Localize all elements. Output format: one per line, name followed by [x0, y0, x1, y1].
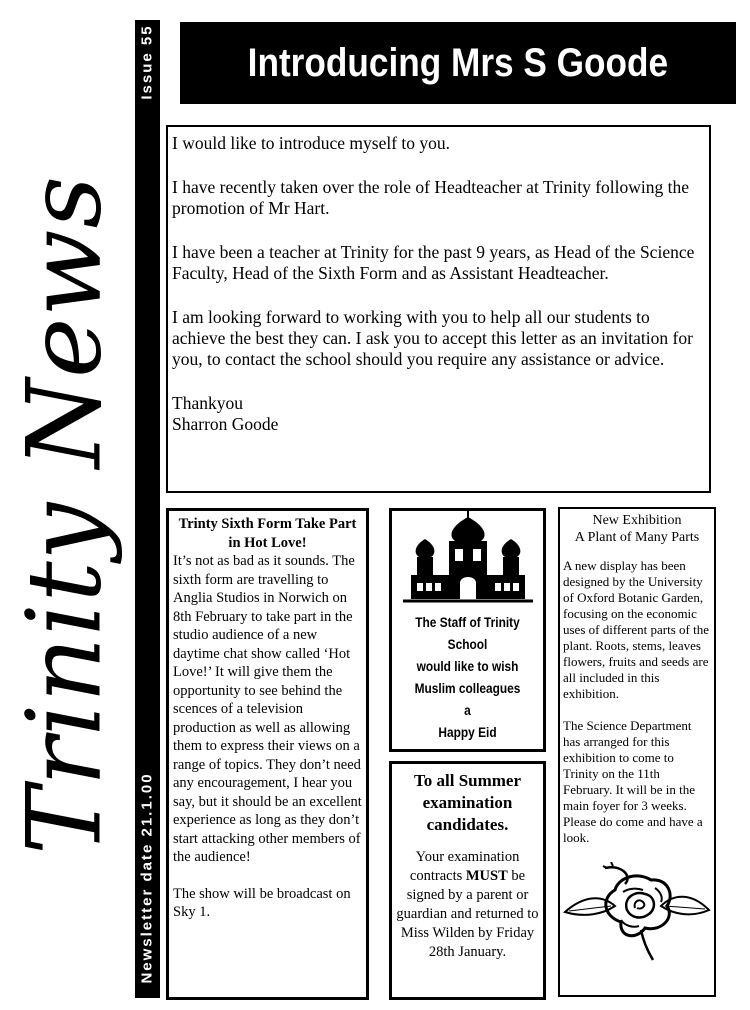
exam-notice	[389, 761, 546, 1000]
letter-paragraph: I have been a teacher at Trinity for the past 9 years, as Head of the Science Faculty, Head of the Sixth Form and as Assistant Headteacher.	[172, 242, 695, 283]
exhibition-paragraph: A new display has been designed by the University of Oxford Botanic Garden, focusing on the economic uses of different parts of the plant. Roots, stems, leaves flowers, fruits and seeds are all included in this exhibition.	[563, 558, 709, 701]
eid-line: The Staff of Trinity School	[415, 614, 520, 652]
sixth-form-title: Trinty Sixth Form Take Part in Hot Love!	[178, 516, 357, 551]
eid-greeting	[389, 508, 546, 752]
letter-paragraph: I have recently taken over the role of Headteacher at Trinity following the promotion of Mr Hart.	[172, 177, 690, 218]
letter-signature: Sharron Goode	[172, 414, 279, 434]
eid-message	[403, 611, 531, 743]
exhibition-paragraph: The Science Department has arranged for this exhibition to come to Trinity on the 11th February. It will be in the main foyer for 3 weeks. Please do come and have a look.	[563, 718, 703, 845]
letter-paragraph: I would like to introduce myself to you.	[172, 133, 451, 153]
newsletter-date: Newsletter date 21.1.00	[138, 772, 156, 984]
rose-icon	[563, 862, 711, 962]
exhibition-title-line: New Exhibition	[592, 513, 682, 528]
letter-paragraph: I am looking forward to working with you to help all our students to achieve the best they can. I ask you to accept this letter as an invitation for you, to contact the school should you require any assistance or advice.	[172, 307, 693, 369]
exam-title: To all Summer examination candidates.	[413, 771, 522, 834]
exhibition-title	[563, 512, 711, 546]
sixth-form-body: It’s not as bad as it sounds. The sixth form are travelling to Anglia Studios in Norwich on 8th February to take part in the studio audience of a new daytime chat show called ‘Hot Love!’ It will give them the opportunity to see behind the scences of a television production as well as allowing them to express their views on a range of topics. They don’t need any encouragement, I hear you say, but it should be an excellent experience as long as they don’t start attacking other members of the audience!	[173, 553, 362, 865]
mosque-icon	[403, 511, 533, 603]
issue-number: Issue 55	[138, 24, 156, 100]
exam-text: be signed by a parent or guardian and returned to Miss Wilden by Friday 28th January.	[396, 868, 539, 960]
sixth-form-article	[166, 508, 369, 1000]
eid-line: Muslim colleagues	[414, 680, 521, 696]
exam-emphasis: MUST	[465, 868, 508, 884]
introduction-letter	[166, 125, 711, 493]
sixth-form-footer: The show will be broadcast on Sky 1.	[173, 885, 351, 920]
eid-line: Happy Eid	[438, 724, 497, 740]
exam-body	[396, 848, 539, 962]
letter-signoff: Thankyou	[172, 393, 243, 413]
exhibition-title-line: A Plant of Many Parts	[574, 530, 700, 545]
masthead	[5, 170, 125, 860]
exhibition-article	[558, 507, 716, 997]
eid-line: would like to wish	[416, 658, 519, 674]
headline-banner	[180, 22, 736, 104]
masthead-title: Trinity News	[5, 174, 125, 856]
exam-text: Your examination contracts	[409, 849, 520, 884]
eid-line: a	[464, 702, 471, 718]
headline: Introducing Mrs S Goode	[247, 40, 669, 85]
